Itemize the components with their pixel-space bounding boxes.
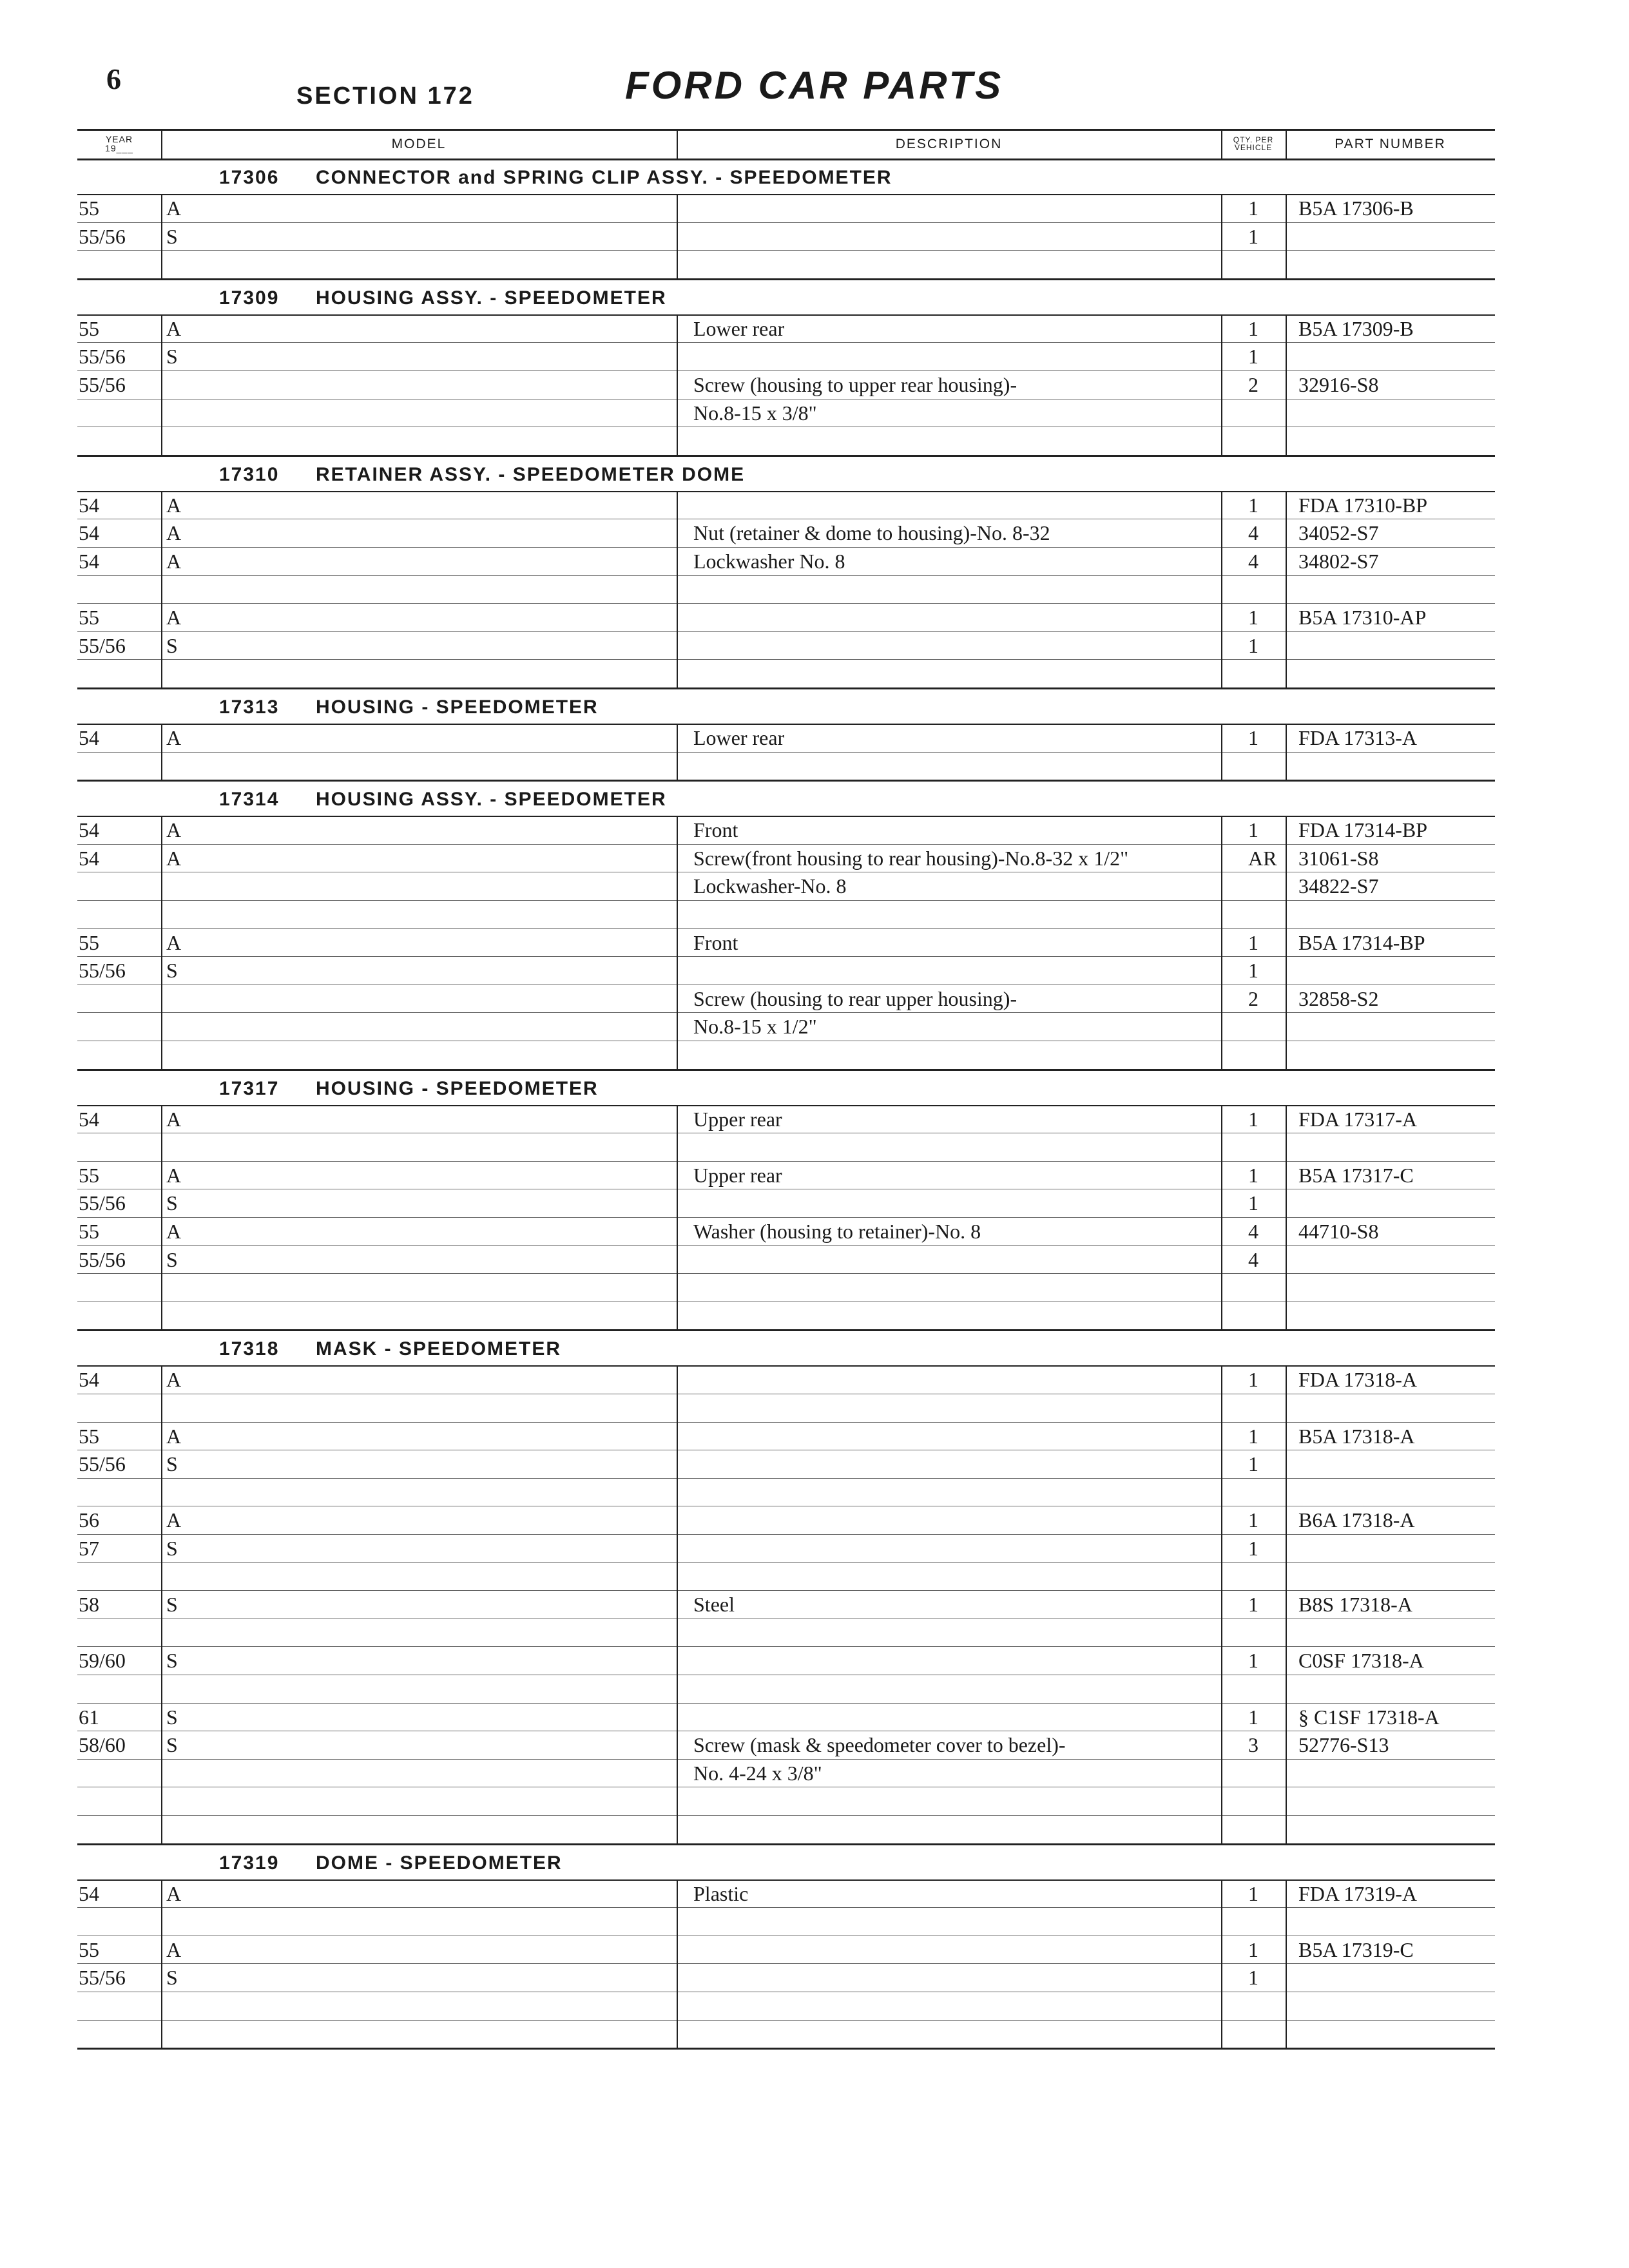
group-part-base-number: 17313 — [219, 697, 280, 718]
row-year: 54 — [79, 726, 99, 749]
row-year: 54 — [79, 521, 99, 545]
group-part-title: MASK - SPEEDOMETER — [316, 1338, 562, 1360]
column-divider — [161, 724, 162, 780]
row-rule — [77, 1759, 1495, 1760]
row-model: S — [166, 1452, 178, 1476]
row-part-number: C0SF 17318-A — [1298, 1649, 1424, 1673]
row-year: 57 — [79, 1537, 99, 1560]
row-qty: 2 — [1248, 986, 1258, 1010]
row-qty: 1 — [1248, 1881, 1258, 1905]
group-part-title: HOUSING ASSY. - SPEEDOMETER — [316, 789, 667, 811]
column-divider — [161, 491, 162, 687]
row-qty: 1 — [1248, 1163, 1258, 1187]
row-part-number: B5A 17310-AP — [1298, 606, 1427, 629]
row-description: Plastic — [693, 1881, 749, 1905]
row-model: A — [166, 818, 182, 842]
row-year: 55 — [79, 1424, 99, 1448]
column-divider — [1221, 491, 1222, 687]
group-title — [219, 464, 745, 486]
column-divider — [1221, 194, 1222, 278]
row-qty: 1 — [1248, 930, 1258, 954]
row-model: A — [166, 726, 182, 749]
group-title-rule — [77, 314, 1495, 316]
row-qty: 1 — [1248, 606, 1258, 629]
column-divider — [1286, 1365, 1287, 1843]
group-part-base-number: 17317 — [219, 1077, 280, 1099]
row-model: A — [166, 493, 182, 517]
row-qty: 1 — [1248, 1705, 1258, 1729]
row-description: No.8-15 x 1/2" — [693, 1015, 817, 1039]
column-divider — [161, 1879, 162, 2048]
row-part-number: 32858-S2 — [1298, 986, 1379, 1010]
row-model: A — [166, 197, 182, 220]
row-description: Lower rear — [693, 316, 785, 340]
header-year-sub: 19___ — [105, 143, 133, 153]
row-rule — [77, 1012, 1495, 1013]
column-divider — [1286, 1879, 1287, 2048]
row-rule — [77, 659, 1495, 660]
group-end-rule — [77, 780, 1495, 782]
row-model: A — [166, 550, 182, 573]
row-year: 56 — [79, 1508, 99, 1532]
row-rule — [77, 222, 1495, 223]
header-qty — [1221, 129, 1286, 159]
group-title — [219, 1338, 561, 1360]
row-model: S — [166, 1649, 178, 1673]
row-qty: 1 — [1248, 1937, 1258, 1961]
group-part-title: DOME - SPEEDOMETER — [316, 1852, 563, 1874]
row-year: 54 — [79, 1107, 99, 1131]
row-rule — [77, 1590, 1495, 1591]
row-rule — [77, 844, 1495, 845]
row-year: 55/56 — [79, 373, 126, 396]
row-part-number: FDA 17318-A — [1298, 1368, 1418, 1392]
row-rule — [77, 1646, 1495, 1647]
row-model: A — [166, 1163, 182, 1187]
column-divider — [677, 314, 678, 455]
column-divider — [161, 314, 162, 455]
row-year: 55 — [79, 606, 99, 629]
row-year: 55/56 — [79, 1247, 126, 1271]
row-year: 55/56 — [79, 1191, 126, 1215]
column-divider — [1286, 816, 1287, 1068]
row-part-number: B6A 17318-A — [1298, 1508, 1415, 1532]
row-model: S — [166, 1733, 178, 1757]
row-description: Screw(front housing to rear housing)-No.8-32 x 1/2" — [693, 846, 1129, 870]
row-year: 55 — [79, 1220, 99, 1243]
group-part-base-number: 17306 — [219, 167, 280, 188]
column-divider — [1221, 724, 1222, 780]
row-description: Screw (mask & speedometer cover to bezel)- — [693, 1733, 1066, 1757]
row-qty: 1 — [1248, 1107, 1258, 1131]
section-label: SECTION 172 — [296, 82, 474, 110]
row-description: Lockwasher-No. 8 — [693, 874, 847, 898]
header-qty-line2: VEHICLE — [1234, 143, 1273, 152]
row-rule — [77, 1217, 1495, 1218]
row-description: Screw (housing to rear upper housing)- — [693, 986, 1017, 1010]
row-year: 61 — [79, 1705, 99, 1729]
row-year: 55 — [79, 1163, 99, 1187]
row-rule — [77, 250, 1495, 251]
row-part-number: B8S 17318-A — [1298, 1593, 1412, 1617]
row-description: Lockwasher No. 8 — [693, 550, 845, 573]
group-part-base-number: 17310 — [219, 463, 280, 485]
row-part-number: B5A 17306-B — [1298, 197, 1414, 220]
row-year: 55 — [79, 1937, 99, 1961]
group-title — [219, 1852, 563, 1874]
row-description: No.8-15 x 3/8" — [693, 401, 817, 425]
row-description: Nut (retainer & dome to housing)-No. 8-32 — [693, 521, 1050, 545]
row-model: A — [166, 1424, 182, 1448]
row-qty: 1 — [1248, 1593, 1258, 1617]
column-divider — [677, 724, 678, 780]
group-part-base-number: 17319 — [219, 1852, 280, 1874]
row-rule — [77, 2020, 1495, 2021]
row-qty: 4 — [1248, 521, 1258, 545]
row-qty: 4 — [1248, 1220, 1258, 1243]
row-qty: 1 — [1248, 1537, 1258, 1560]
row-model: S — [166, 224, 178, 248]
row-year: 54 — [79, 818, 99, 842]
row-year: 55/56 — [79, 345, 126, 369]
row-part-number: 34052-S7 — [1298, 521, 1379, 545]
row-rule — [77, 575, 1495, 576]
row-year: 54 — [79, 1368, 99, 1392]
column-divider — [1286, 194, 1287, 278]
row-part-number: B5A 17314-BP — [1298, 930, 1425, 954]
row-part-number: 44710-S8 — [1298, 1220, 1379, 1243]
group-title-rule — [77, 816, 1495, 817]
header-bottom-rule — [77, 159, 1495, 160]
row-qty: 1 — [1248, 633, 1258, 657]
row-rule — [77, 900, 1495, 901]
column-divider — [1286, 491, 1287, 687]
header-description: DESCRIPTION — [895, 136, 1003, 151]
row-qty: 2 — [1248, 373, 1258, 396]
group-title-rule — [77, 194, 1495, 195]
row-year: 54 — [79, 493, 99, 517]
row-qty: 1 — [1248, 197, 1258, 220]
row-qty: 1 — [1248, 224, 1258, 248]
row-rule — [77, 1161, 1495, 1162]
row-rule — [77, 1907, 1495, 1908]
row-part-number: B5A 17317-C — [1298, 1163, 1414, 1187]
column-divider — [677, 491, 678, 687]
row-rule — [77, 1273, 1495, 1274]
row-part-number: B5A 17318-A — [1298, 1424, 1415, 1448]
row-model: A — [166, 316, 182, 340]
row-description: Washer (housing to retainer)-No. 8 — [693, 1220, 981, 1243]
row-rule — [77, 928, 1495, 929]
row-part-number: B5A 17319-C — [1298, 1937, 1414, 1961]
row-model: A — [166, 1368, 182, 1392]
column-divider — [677, 1879, 678, 2048]
column-divider — [1221, 816, 1222, 1068]
column-divider — [1221, 1879, 1222, 2048]
group-part-title: CONNECTOR and SPRING CLIP ASSY. - SPEEDOMETER — [316, 167, 892, 188]
row-rule — [77, 1963, 1495, 1964]
row-year: 58 — [79, 1593, 99, 1617]
header-qty-line1: QTY. PER — [1233, 135, 1274, 144]
column-divider — [161, 1365, 162, 1843]
row-rule — [77, 342, 1495, 343]
group-part-base-number: 17318 — [219, 1338, 280, 1360]
row-qty: 1 — [1248, 959, 1258, 983]
group-title-rule — [77, 724, 1495, 725]
row-qty: 1 — [1248, 345, 1258, 369]
row-part-number: 34822-S7 — [1298, 874, 1379, 898]
row-rule — [77, 1478, 1495, 1479]
row-year: 54 — [79, 846, 99, 870]
row-model: A — [166, 1508, 182, 1532]
row-qty: 1 — [1248, 1508, 1258, 1532]
row-model: A — [166, 846, 182, 870]
row-model: S — [166, 1537, 178, 1560]
page-title: FORD CAR PARTS — [625, 64, 1004, 107]
group-part-title: HOUSING ASSY. - SPEEDOMETER — [316, 287, 667, 309]
row-model: S — [166, 1705, 178, 1729]
page-number: 6 — [106, 62, 121, 95]
row-qty: 3 — [1248, 1733, 1258, 1757]
header-model: MODEL — [391, 136, 447, 151]
row-model: S — [166, 633, 178, 657]
column-divider — [677, 1365, 678, 1843]
row-model: S — [166, 959, 178, 983]
row-part-number: 52776-S13 — [1298, 1733, 1389, 1757]
column-divider — [1286, 314, 1287, 455]
row-year: 54 — [79, 550, 99, 573]
row-model: A — [166, 930, 182, 954]
row-model: S — [166, 1966, 178, 1990]
row-rule — [77, 1245, 1495, 1246]
column-divider — [1221, 1365, 1222, 1843]
row-description: Steel — [693, 1593, 735, 1617]
column-divider — [677, 816, 678, 1068]
group-title — [219, 697, 599, 718]
header-year-label: YEAR — [105, 134, 133, 144]
row-part-number: FDA 17313-A — [1298, 726, 1418, 749]
column-divider — [161, 1105, 162, 1330]
group-end-rule — [77, 1069, 1495, 1071]
row-part-number: 34802-S7 — [1298, 550, 1379, 573]
row-year: 55 — [79, 197, 99, 220]
header-part-number: PART NUMBER — [1335, 136, 1446, 151]
row-part-number: 32916-S8 — [1298, 373, 1379, 396]
row-model: A — [166, 1881, 182, 1905]
row-model: A — [166, 606, 182, 629]
row-part-number: FDA 17317-A — [1298, 1107, 1418, 1131]
row-rule — [77, 1562, 1495, 1563]
row-qty: 1 — [1248, 818, 1258, 842]
group-title — [219, 287, 667, 309]
group-title-rule — [77, 491, 1495, 492]
group-end-rule — [77, 2048, 1495, 2050]
row-model: S — [166, 1593, 178, 1617]
row-model: A — [166, 1937, 182, 1961]
row-year: 55 — [79, 316, 99, 340]
row-qty: 1 — [1248, 1966, 1258, 1990]
row-qty: 4 — [1248, 1247, 1258, 1271]
row-qty: 1 — [1248, 1649, 1258, 1673]
row-year: 55/56 — [79, 1452, 126, 1476]
row-rule — [77, 547, 1495, 548]
row-qty: 1 — [1248, 1191, 1258, 1215]
group-end-rule — [77, 687, 1495, 689]
group-end-rule — [77, 1329, 1495, 1331]
row-year: 59/60 — [79, 1649, 126, 1673]
row-rule — [77, 370, 1495, 371]
column-divider — [161, 194, 162, 278]
row-rule — [77, 1422, 1495, 1423]
row-part-number: FDA 17319-A — [1298, 1881, 1418, 1905]
group-title-rule — [77, 1879, 1495, 1881]
group-end-rule — [77, 455, 1495, 457]
row-model: A — [166, 1107, 182, 1131]
row-qty: 1 — [1248, 1424, 1258, 1448]
row-part-number: FDA 17314-BP — [1298, 818, 1428, 842]
row-qty: 1 — [1248, 1368, 1258, 1392]
row-qty: AR — [1248, 846, 1277, 870]
row-part-number: § C1SF 17318-A — [1298, 1705, 1440, 1729]
row-rule — [77, 1815, 1495, 1816]
row-rule — [77, 603, 1495, 604]
row-model: A — [166, 1220, 182, 1243]
group-title — [219, 789, 667, 811]
group-title — [219, 1078, 599, 1100]
parts-table — [77, 129, 1495, 1997]
row-rule — [77, 631, 1495, 632]
row-model: A — [166, 521, 182, 545]
row-qty: 1 — [1248, 493, 1258, 517]
group-end-rule — [77, 1843, 1495, 1845]
group-part-base-number: 17309 — [219, 287, 280, 309]
row-description: Upper rear — [693, 1163, 782, 1187]
row-model: S — [166, 345, 178, 369]
row-qty: 1 — [1248, 726, 1258, 749]
row-rule — [77, 1703, 1495, 1704]
group-end-rule — [77, 278, 1495, 280]
row-description: Upper rear — [693, 1107, 782, 1131]
group-title — [219, 167, 892, 189]
row-year: 54 — [79, 1881, 99, 1905]
column-divider — [1286, 1105, 1287, 1330]
row-description: Front — [693, 930, 738, 954]
row-description: No. 4-24 x 3/8" — [693, 1761, 822, 1785]
column-divider — [1221, 314, 1222, 455]
row-part-number: B5A 17309-B — [1298, 316, 1414, 340]
row-model: S — [166, 1191, 178, 1215]
row-description: Lower rear — [693, 726, 785, 749]
row-model: S — [166, 1247, 178, 1271]
row-description: Screw (housing to upper rear housing)- — [693, 373, 1017, 396]
column-divider — [677, 194, 678, 278]
row-qty: 4 — [1248, 550, 1258, 573]
group-title-rule — [77, 1105, 1495, 1106]
row-rule — [77, 752, 1495, 753]
row-year: 55 — [79, 930, 99, 954]
column-divider — [677, 1105, 678, 1330]
group-part-title: RETAINER ASSY. - SPEEDOMETER DOME — [316, 463, 746, 485]
column-divider — [1286, 724, 1287, 780]
row-year: 55/56 — [79, 633, 126, 657]
row-qty: 1 — [1248, 1452, 1258, 1476]
row-rule — [77, 956, 1495, 957]
row-qty: 1 — [1248, 316, 1258, 340]
row-year: 55/56 — [79, 959, 126, 983]
header-year — [77, 129, 161, 159]
column-divider — [161, 816, 162, 1068]
row-rule — [77, 1534, 1495, 1535]
row-part-number: FDA 17310-BP — [1298, 493, 1428, 517]
row-year: 55/56 — [79, 1966, 126, 1990]
group-title-rule — [77, 1365, 1495, 1367]
group-part-title: HOUSING - SPEEDOMETER — [316, 697, 599, 718]
group-part-base-number: 17314 — [219, 789, 280, 811]
row-part-number: 31061-S8 — [1298, 846, 1379, 870]
group-part-title: HOUSING - SPEEDOMETER — [316, 1077, 599, 1099]
row-year: 58/60 — [79, 1733, 126, 1757]
column-divider — [1221, 1105, 1222, 1330]
row-description: Front — [693, 818, 738, 842]
row-year: 55/56 — [79, 224, 126, 248]
